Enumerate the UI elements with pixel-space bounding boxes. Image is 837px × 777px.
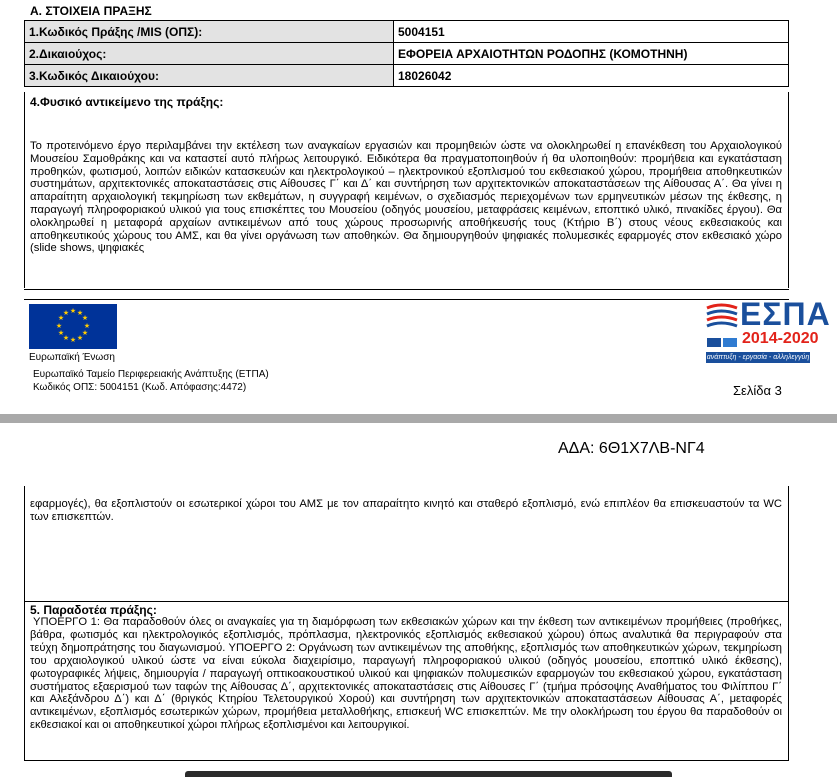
physical-object-continuation: [24, 486, 789, 601]
svg-text:★: ★: [76, 334, 84, 342]
physical-object-box: [24, 92, 789, 288]
svg-text:★: ★: [81, 314, 89, 322]
ops-code-line: Κωδικός ΟΠΣ: 5004151 (Κωδ. Απόφασης:4472): [33, 382, 247, 393]
physical-object-title: 4.Φυσικό αντικείμενο της πράξης:: [30, 95, 224, 109]
svg-text:★: ★: [62, 309, 70, 317]
table-row: [25, 65, 789, 87]
svg-text:★: ★: [76, 309, 84, 317]
beneficiary-code-label: 3.Κωδικός Δικαιούχου:: [25, 65, 394, 87]
physical-object-text: Το προτεινόμενο έργο περιλαμβάνει την εκτέλεση των αναγκαίων εργασιών και προμηθειών ώστε να ολοκληρωθεί η επανέκθεση του Αρχαιολογικού Μουσείου Σαμοθράκης και να καταστεί αυτό πλήρως λειτουργικό. Ειδικότερα θα πραγματοποιηθούν ή θα υλοποιηθούν: προμήθεια και εγκατάσταση προθηκών, φωτισμού, λοιπών ειδικών κατασκευών και ηλεκτρολογικού – ηλεκτρονικού εξοπλισμού του εκθεσιακού χώρου, προμήθεια αποθηκευτικών συστημάτων, αρχιτεκτονικές αποκαταστάσεις στις Αίθουσες Γ΄ και Δ΄ και συντήρηση των αρχιτεκτονικών αποκαταστάσεων της Αίθουσας Α΄. Θα γίνει η απαραίτητη αρχαιολογική τεκμηρίωση των εκθεμάτων, η συγγραφή κειμένων, ο σχεδιασμός περιεχομένων των ερμηνευτικών μέσων της έκθεσης, η παραγωγή πληροφοριακού υλικού για τους επισκέπτες του Μουσείου (οδηγός μουσείου, μεταφράσεις κειμένων, εποπτικό υλικό, πινακίδες έργου). Θα ολοκληρωθεί η μεταφορά αρχαίων αντικειμένων από τους χώρους προσωρινής αποθήκευσής τους (Κτήριο Β΄) στους νέους εκθεσιακούς και αποθηκευτικούς χώρους του ΑΜΣ, και θα γίνει οργάνωση των αποθηκών. Θα δημιουργηθούν ψηφιακές πολυμεσικές εφαρμογές στον εκθεσιακό χώρο (slide shows, ψηφιακές: [30, 140, 782, 255]
svg-text:★: ★: [57, 329, 65, 337]
viewer-toolbar[interactable]: [185, 771, 672, 777]
project-info-table: [24, 20, 789, 87]
eu-stars-icon: [29, 304, 117, 349]
beneficiary-value: ΕΦΟΡΕΙΑ ΑΡΧΑΙΟΤΗΤΩΝ ΡΟΔΟΠΗΣ (ΚΟΜΟΤΗΝΗ): [394, 43, 789, 65]
svg-text:★: ★: [69, 307, 77, 315]
table-row: [25, 43, 789, 65]
mis-code-label: 1.Κωδικός Πράξης /MIS (ΟΠΣ):: [25, 21, 394, 43]
svg-text:★: ★: [83, 322, 91, 330]
svg-text:★: ★: [62, 334, 70, 342]
fund-name: Ευρωπαϊκό Ταμείο Περιφερειακής Ανάπτυξης (ΕΤΠΑ): [33, 369, 269, 380]
beneficiary-label: 2.Δικαιούχος:: [25, 43, 394, 65]
espa-wordmark: ΕΣΠΑ: [740, 296, 831, 332]
espa-tagline: ανάπτυξη - εργασία - αλληλεγγύη: [706, 354, 810, 361]
divider: [24, 299, 789, 300]
mis-code-value: 5004151: [394, 21, 789, 43]
svg-text:★: ★: [69, 336, 77, 344]
deliverables-text: ΥΠΟΕΡΓΟ 1: Θα παραδοθούν όλες οι αναγκαίες για τη διαμόρφωση των εκθεσιακών χώρων και την έκθεση των αντικειμένων προμήθειες (προθήκες, βάθρα, φωτισμός και ηλεκτρολογικός εξοπλισμός, πρόπλασμα, ηλεκτρονικός εξοπλισμός εκθεσιακού χώρου) όπως αναλυτικά θα περιγραφούν στα τεύχη δημοπράτησης του διαγωνισμού. ΥΠΟΕΡΓΟ 2: Οργάνωση των αντικειμένων της αποθήκης, εξοπλισμός των αποθηκευτικών χώρων, τεκμηρίωση του αρχαιολογικού υλικού ώστε να είναι εύκολα διαχειρίσιμο, παραγωγή πληροφοριακού υλικού (οδηγός μουσείου, εποπτικό υλικό έκθεσης), φωτογραφικές λήψεις, δημιουργία / παραγωγή οπτικοακουστικού υλικού και ψηφιακών πολυμεσικών εφαρμογών του εκθεσιακού χώρου, εγκατάσταση συστήματος εξαερισμού των ταφών της Αίθουσας Δ΄, αρχιτεκτονικές αποκαταστάσεις στις Αίθουσες Γ΄ (τμήμα πρόσοψης Αναθήματος του Φιλίππου Γ΄ και Αλεξάνδρου Δ΄) και Δ΄ (θριγκός Κτηρίου Τελετουργικού Χορού) και συντήρηση των αρχιτεκτονικών αποκαταστάσεων Αίθουσας Α΄, μεταφορές αντικειμένων, εξοπλισμός εσωτερικών χώρων, προμήθεια μεταλλοθήκης, επισκευή WC επισκεπτών. Με την ολοκλήρωση του έργου θα παραδοθούν οι εκθεσιακοί και οι αποθηκευτικοί χώροι πλήρως εξοπλισμένοι και λειτουργικοί.: [30, 616, 782, 732]
svg-text:★: ★: [81, 329, 89, 337]
continuation-text: εφαρμογές), θα εξοπλιστούν οι εσωτερικοί χώροι του ΑΜΣ με τον απαραίτητο κινητό και σταθερό εξοπλισμό, ενώ επιπλέον θα επισκευαστούν τα WC των επισκεπτών.: [30, 498, 782, 523]
svg-text:★: ★: [55, 322, 63, 330]
svg-text:★: ★: [57, 314, 65, 322]
deliverables-box: [24, 602, 789, 761]
beneficiary-code-value: 18026042: [394, 65, 789, 87]
table-row: [25, 21, 789, 43]
page-number: Σελίδα 3: [733, 383, 782, 398]
deliverables-title: 5. Παραδοτέα πράξης:: [30, 603, 157, 617]
page-separator: [0, 414, 837, 423]
eu-flag-icon: [29, 304, 117, 349]
eu-label: Ευρωπαϊκή Ένωση: [29, 352, 115, 363]
ada-code: ΑΔΑ: 6Θ1Χ7ΛΒ-ΝΓ4: [558, 440, 705, 457]
espa-years: 2014-2020: [742, 330, 819, 347]
divider: [24, 289, 789, 290]
section-title: Α. ΣΤΟΙΧΕΙΑ ΠΡΑΞΗΣ: [30, 4, 152, 18]
